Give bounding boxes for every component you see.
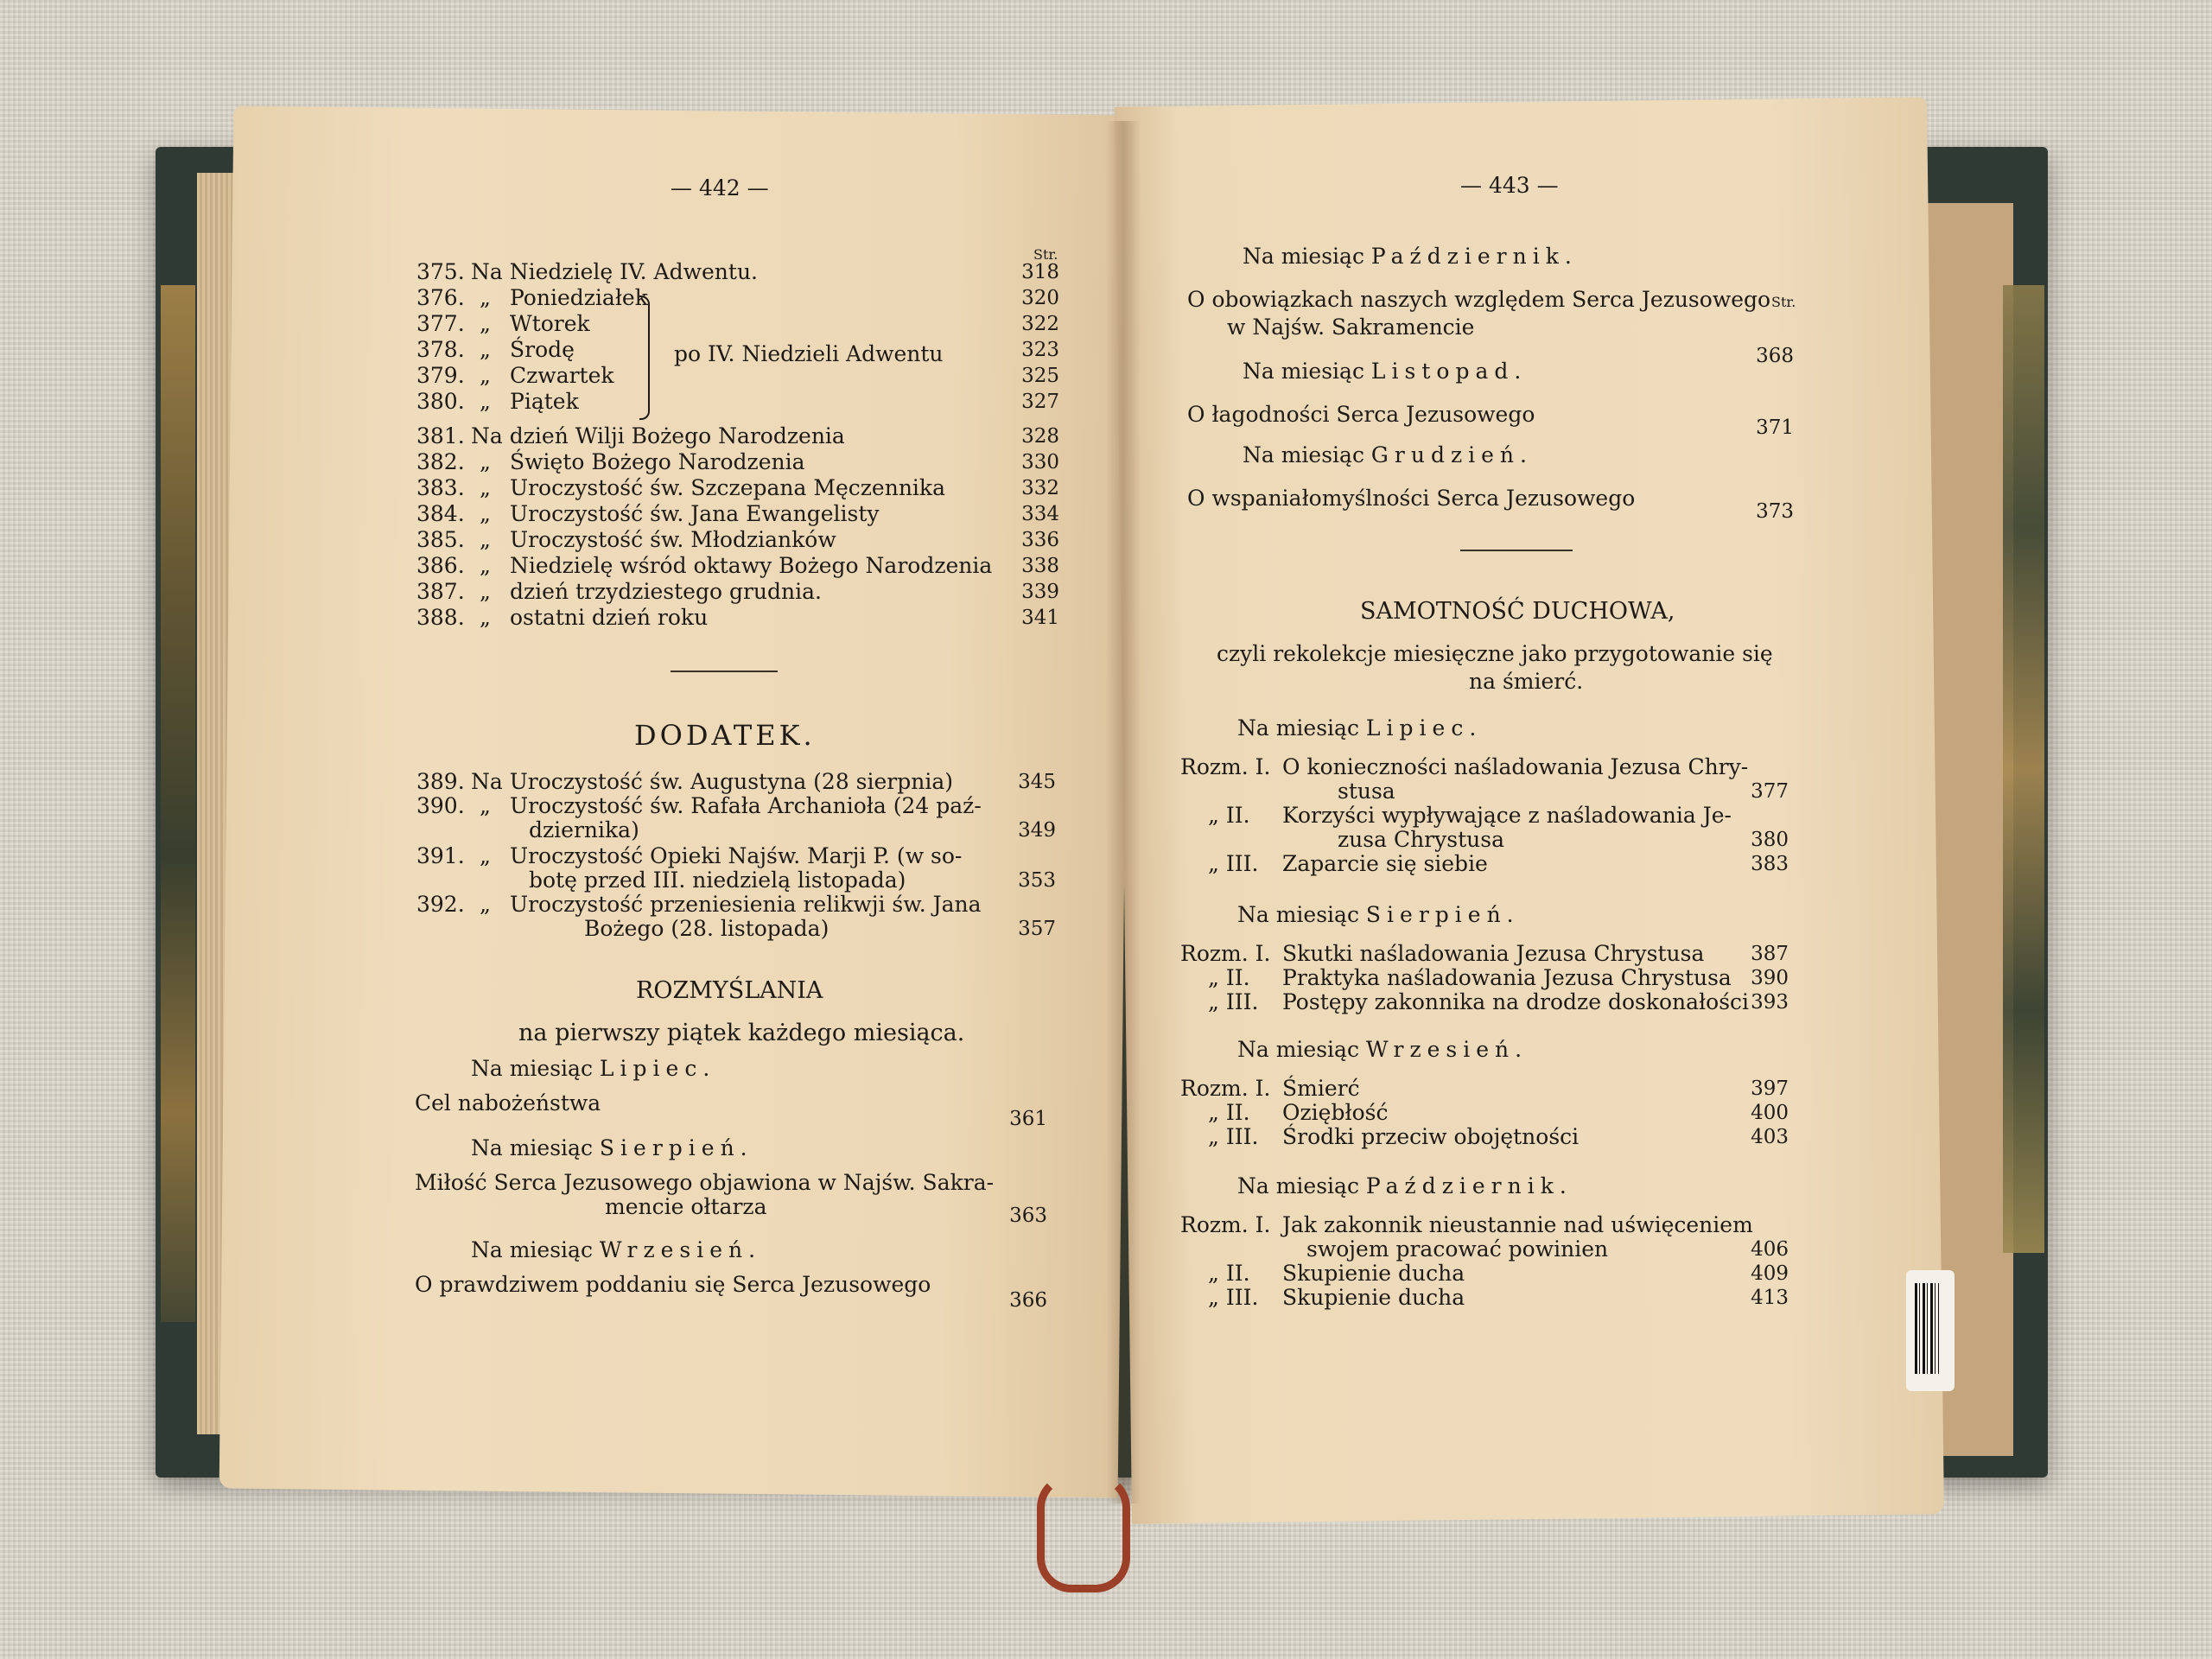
- month-name: Wrzesień.: [599, 1237, 762, 1262]
- month-name: Październik.: [1370, 244, 1578, 269]
- entry-title: Czwartek: [510, 363, 614, 388]
- samotnosc-subtitle-1: czyli rekolekcje miesięczne jako przygotowanie się: [1217, 641, 1773, 666]
- entry-title: Na Uroczystość św. Augustyna (28 sierpnia): [471, 769, 954, 794]
- entry-number: 376.: [416, 285, 465, 310]
- retreat-prefix: Rozm. I.: [1180, 1076, 1271, 1101]
- month-label: Na miesiąc: [1243, 442, 1364, 467]
- month-label: Na miesiąc: [471, 1237, 593, 1262]
- entry-page: 341: [1021, 607, 1059, 629]
- retreat-page: 403: [1751, 1126, 1789, 1148]
- retreat-page: 413: [1751, 1287, 1789, 1309]
- month-heading: [471, 1056, 715, 1082]
- meditation-title: O wspaniałomyślności Serca Jezusowego: [1187, 486, 1636, 511]
- meditation-title: Miłość Serca Jezusowego objawiona w Najśw. Sakra-: [415, 1170, 995, 1195]
- entry-page: 318: [1021, 261, 1059, 283]
- retreat-month-heading: [1237, 1173, 1573, 1199]
- retreat-page: 406: [1751, 1238, 1789, 1261]
- ditto-mark: „: [480, 311, 491, 336]
- meditation-title: O łagodności Serca Jezusowego: [1187, 402, 1535, 427]
- retreat-page: 383: [1751, 853, 1789, 875]
- ditto-mark: „: [480, 337, 491, 362]
- meditation-page: 363: [1009, 1205, 1047, 1227]
- retreat-page: 387: [1751, 943, 1789, 965]
- entry-title: Uroczystość św. Rafała Archanioła (24 paź-: [510, 793, 982, 818]
- month-heading: [471, 1135, 753, 1161]
- entry-title: dzień trzydziestego grudnia.: [510, 579, 822, 604]
- entry-title: Niedzielę wśród oktawy Bożego Narodzenia: [510, 553, 993, 578]
- month-name: Lipiec.: [599, 1056, 716, 1081]
- entry-number: 392.: [416, 892, 465, 917]
- right-page-number: — 443 —: [1460, 173, 1559, 198]
- entry-title: Środę: [510, 337, 575, 362]
- retreat-prefix: „ II.: [1208, 1261, 1250, 1286]
- cover-marbled-edge-left: [161, 285, 195, 1322]
- month-label: Na miesiąc: [1237, 1037, 1359, 1062]
- month-name: Grudzień.: [1370, 442, 1533, 467]
- rozmyslania-subtitle: na pierwszy piątek każdego miesiąca.: [518, 1020, 965, 1046]
- meditation-page: 361: [1009, 1108, 1047, 1130]
- ditto-mark: „: [480, 793, 491, 818]
- entry-number: 381.: [416, 423, 465, 448]
- entry-title-continued: botę przed III. niedzielą listopada): [529, 868, 906, 893]
- entry-title: Święto Bożego Narodzenia: [510, 449, 805, 474]
- brace-label: po IV. Niedzieli Adwentu: [674, 341, 944, 366]
- retreat-prefix: „ III.: [1208, 851, 1259, 876]
- month-heading: [1243, 442, 1533, 468]
- month-heading: [1243, 359, 1527, 385]
- entry-number: 387.: [416, 579, 465, 604]
- entry-number: 391.: [416, 843, 465, 868]
- month-label: Na miesiąc: [1243, 359, 1364, 384]
- retreat-title: O konieczności naśladowania Jezusa Chry-: [1282, 754, 1749, 779]
- month-label: Na miesiąc: [471, 1135, 593, 1160]
- retreat-prefix: „ II.: [1208, 1100, 1250, 1125]
- cover-marbled-edge-right: [2003, 285, 2044, 1253]
- section-divider: [671, 671, 778, 672]
- retreat-prefix: Rozm. I.: [1180, 1212, 1271, 1237]
- entry-title: Uroczystość św. Szczepana Męczennika: [510, 475, 945, 500]
- month-name: Lipiec.: [1365, 715, 1483, 741]
- entry-page: 323: [1021, 339, 1059, 361]
- ditto-mark: „: [480, 363, 491, 388]
- month-name: Sierpień.: [599, 1135, 753, 1160]
- retreat-title: Oziębłość: [1282, 1100, 1389, 1125]
- entry-number: 389.: [416, 769, 465, 794]
- right-str-label: Str.: [1771, 294, 1796, 310]
- month-label: Na miesiąc: [1237, 902, 1359, 927]
- entry-title: Piątek: [510, 389, 579, 414]
- meditation-page: 371: [1756, 416, 1794, 439]
- retreat-title: Skupienie ducha: [1282, 1285, 1465, 1310]
- month-heading: [471, 1237, 761, 1263]
- entry-number: 377.: [416, 311, 465, 336]
- retreat-page: 400: [1751, 1102, 1789, 1124]
- retreat-prefix: Rozm. I.: [1180, 941, 1271, 966]
- retreat-title: Jak zakonnik nieustannie nad uświęceniem: [1282, 1212, 1753, 1237]
- retreat-prefix: „ III.: [1208, 989, 1259, 1014]
- book-gutter: [1106, 121, 1141, 1503]
- retreat-page: 380: [1751, 829, 1789, 851]
- month-name: Październik.: [1365, 1173, 1573, 1198]
- month-label: Na miesiąc: [1243, 244, 1364, 269]
- retreat-title: Praktyka naśladowania Jezusa Chrystusa: [1282, 965, 1732, 990]
- entry-number: 382.: [416, 449, 465, 474]
- retreat-month-heading: [1237, 902, 1520, 928]
- entry-title-continued: Bożego (28. listopada): [584, 916, 830, 941]
- retreat-page: 393: [1751, 991, 1789, 1014]
- rozmyslania-title: ROZMYŚLANIA: [636, 977, 823, 1004]
- entry-number: 375.: [416, 259, 465, 284]
- entry-number: 385.: [416, 527, 465, 552]
- retreat-prefix: „ II.: [1208, 803, 1250, 828]
- month-name: Wrzesień.: [1365, 1037, 1529, 1062]
- retreat-title: Śmierć: [1282, 1076, 1360, 1101]
- entry-page: 334: [1021, 503, 1059, 525]
- entry-number: 388.: [416, 605, 465, 630]
- entry-page: 353: [1018, 869, 1056, 892]
- entry-number: 383.: [416, 475, 465, 500]
- entry-page: 328: [1021, 425, 1059, 448]
- meditation-title: Cel nabożeństwa: [415, 1090, 601, 1116]
- retreat-page: 377: [1751, 780, 1789, 803]
- entry-page: 322: [1021, 313, 1059, 335]
- retreat-page: 390: [1751, 967, 1789, 989]
- month-name: Listopad.: [1370, 359, 1528, 384]
- entry-page: 336: [1021, 529, 1059, 551]
- entry-number: 380.: [416, 389, 465, 414]
- meditation-title-continued: w Najśw. Sakramencie: [1227, 315, 1475, 340]
- samotnosc-title: SAMOTNOŚĆ DUCHOWA,: [1360, 598, 1675, 625]
- entry-number: 390.: [416, 793, 465, 818]
- entry-number: 379.: [416, 363, 465, 388]
- meditation-title: O prawdziwem poddaniu się Serca Jezusowego: [415, 1272, 931, 1297]
- entry-page: 327: [1021, 391, 1059, 413]
- ditto-mark: „: [480, 475, 491, 500]
- entry-page: 338: [1021, 555, 1059, 577]
- ditto-mark: „: [480, 527, 491, 552]
- entry-page: 320: [1021, 287, 1059, 309]
- ditto-mark: „: [480, 579, 491, 604]
- retreat-title: Korzyści wypływające z naśladowania Je-: [1282, 803, 1732, 828]
- retreat-month-heading: [1237, 1037, 1528, 1063]
- retreat-title: Postępy zakonnika na drodze doskonałości: [1282, 989, 1750, 1014]
- entry-page: 330: [1021, 451, 1059, 474]
- entry-title: ostatni dzień roku: [510, 605, 709, 630]
- retreat-month-heading: [1237, 715, 1482, 741]
- entry-page: 357: [1018, 918, 1056, 940]
- ditto-mark: „: [480, 843, 491, 868]
- month-heading: [1243, 244, 1578, 270]
- left-str-label: Str.: [1033, 246, 1058, 263]
- ditto-mark: „: [480, 285, 491, 310]
- entry-title: Uroczystość św. Młodzianków: [510, 527, 836, 552]
- entry-title-continued: dziernika): [529, 817, 639, 842]
- entry-title: Wtorek: [510, 311, 590, 336]
- section-divider-right: [1460, 550, 1573, 551]
- retreat-prefix: „ III.: [1208, 1124, 1259, 1149]
- retreat-title-continued: zusa Chrystusa: [1338, 827, 1504, 852]
- entry-title: Uroczystość przeniesienia relikwji św. Jana: [510, 892, 982, 917]
- meditation-page: 366: [1009, 1289, 1047, 1312]
- ditto-mark: „: [480, 605, 491, 630]
- left-page-number: — 442 —: [671, 175, 769, 200]
- samotnosc-subtitle-2: na śmierć.: [1469, 669, 1584, 694]
- retreat-title-continued: stusa: [1338, 779, 1395, 804]
- retreat-page: 409: [1751, 1262, 1789, 1285]
- month-name: Sierpień.: [1365, 902, 1520, 927]
- ditto-mark: „: [480, 389, 491, 414]
- dodatek-title: DODATEK.: [634, 719, 816, 752]
- ditto-mark: „: [480, 449, 491, 474]
- retreat-prefix: „ III.: [1208, 1285, 1259, 1310]
- month-label: Na miesiąc: [1237, 715, 1359, 741]
- entry-number: 386.: [416, 553, 465, 578]
- ditto-mark: „: [480, 892, 491, 917]
- entry-number: 384.: [416, 501, 465, 526]
- entry-number: 378.: [416, 337, 465, 362]
- retreat-title: Skutki naśladowania Jezusa Chrystusa: [1282, 941, 1705, 966]
- retreat-prefix: Rozm. I.: [1180, 754, 1271, 779]
- entry-title: Poniedziałek: [510, 285, 648, 310]
- entry-title: Uroczystość św. Jana Ewangelisty: [510, 501, 880, 526]
- retreat-title: Zaparcie się siebie: [1282, 851, 1488, 876]
- month-label: Na miesiąc: [471, 1056, 593, 1081]
- retreat-title-continued: swojem pracować powinien: [1306, 1236, 1609, 1262]
- entry-title: Na dzień Wilji Bożego Narodzenia: [471, 423, 845, 448]
- retreat-page: 397: [1751, 1077, 1789, 1100]
- meditation-title-continued: mencie ołtarza: [605, 1194, 767, 1219]
- ditto-mark: „: [480, 553, 491, 578]
- meditation-page: 368: [1756, 345, 1794, 367]
- entry-page: 325: [1021, 365, 1059, 387]
- barcode-icon: [1915, 1283, 1939, 1374]
- retreat-title: Skupienie ducha: [1282, 1261, 1465, 1286]
- retreat-prefix: „ II.: [1208, 965, 1250, 990]
- entry-title: Uroczystość Opieki Najśw. Marji P. (w so-: [510, 843, 963, 868]
- month-label: Na miesiąc: [1237, 1173, 1359, 1198]
- entry-page: 339: [1021, 581, 1059, 603]
- brace-icon: [639, 296, 650, 420]
- ditto-mark: „: [480, 501, 491, 526]
- entry-title: Na Niedzielę IV. Adwentu.: [471, 259, 758, 284]
- entry-page: 349: [1018, 819, 1056, 842]
- entry-page: 345: [1018, 771, 1056, 793]
- meditation-page: 373: [1756, 500, 1794, 523]
- meditation-title: O obowiązkach naszych względem Serca Jezusowego: [1187, 287, 1771, 312]
- entry-page: 332: [1021, 477, 1059, 499]
- bookmark-ribbon: [1037, 1473, 1130, 1592]
- retreat-title: Środki przeciw obojętności: [1282, 1124, 1580, 1149]
